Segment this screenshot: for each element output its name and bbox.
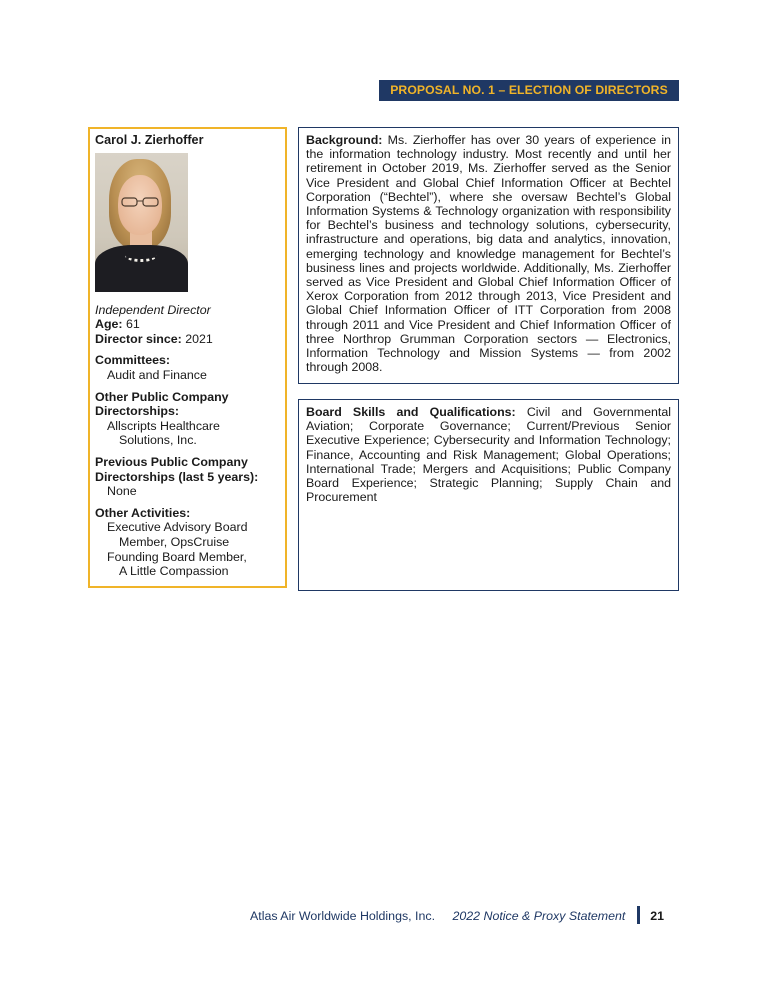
director-profile-card <box>88 127 287 588</box>
director-since-label: Director since: <box>95 331 182 346</box>
background-box <box>298 127 679 384</box>
page-number: 21 <box>650 909 665 923</box>
director-role: Independent Director <box>95 302 211 317</box>
page-footer <box>250 906 664 924</box>
footer-company: Atlas Air Worldwide Holdings, Inc. <box>250 909 436 923</box>
activity-2-line2: A Little Compassion <box>119 564 229 579</box>
activity-1-line2: Member, OpsCruise <box>119 534 230 549</box>
skills-box <box>298 399 679 591</box>
committees-label: Committees: <box>95 353 171 368</box>
committees-value: Audit and Finance <box>107 367 207 382</box>
other-public-value-line2: Solutions, Inc. <box>119 433 197 448</box>
previous-value: None <box>107 484 137 499</box>
glasses-shape <box>120 197 160 207</box>
previous-directorships-section <box>95 455 280 499</box>
activity-1-line1: Executive Advisory Board <box>107 520 248 535</box>
director-name: Carol J. Zierhoffer <box>95 133 204 147</box>
skills-text: Civil and Governmental Aviation; Corporate Governance; Current/Previous Senior Executive Experience; Cybersecurity and Information Technology; Finance, Accounting and Risk Management; Global Operations; International Trade; Mergers and Acquisitions; Public Company Board Experience; Strategic Planning; Supply Chain and Procurement <box>306 405 671 505</box>
director-since-value: 2021 <box>185 331 213 346</box>
previous-label-line2: Directorships (last 5 years): <box>95 469 259 484</box>
other-public-value-line1: Allscripts Healthcare <box>107 418 220 433</box>
other-activities-label: Other Activities: <box>95 505 191 520</box>
background-label: Background: <box>306 133 383 147</box>
committees-section <box>95 353 280 382</box>
footer-document-title: 2022 Notice & Proxy Statement <box>452 909 626 923</box>
director-since-line <box>95 332 280 347</box>
section-banner: PROPOSAL NO. 1 – ELECTION OF DIRECTORS <box>379 80 679 101</box>
previous-label-line1: Previous Public Company <box>95 454 248 469</box>
skills-label: Board Skills and Qualifications: <box>306 405 516 419</box>
other-public-directorships-section <box>95 390 280 448</box>
other-public-label-line2: Directorships: <box>95 404 179 419</box>
age-label: Age: <box>95 317 123 332</box>
other-activities-section <box>95 506 280 579</box>
footer-divider <box>637 906 640 924</box>
background-text: Ms. Zierhoffer has over 30 years of experience in the information technology industry. Most recently and until her retirement in October 2019, Ms. Zierhoffer served as the Senior Vice President and Global Chief Information Officer at Bechtel Corporation (“Bechtel”), where she oversaw Bechtel’s Global Information Systems & Technology organization with responsibility for Bechtel’s business and technology solutions, cybersecurity, infrastructure and operations, big data and analytics, innovation, emerging technology and knowledge management for Bechtel’s business lines and projects worldwide. Additionally, Ms. Zierhoffer served as Vice President and Global Chief Information Officer of Xerox Corporation from 2012 through 2013, Vice President and Global Chief Information Officer of ITT Corporation from 2008 through 2011 and Vice President and Chief Information Officer of three Northrop Grumman Corporation sectors — Electronics, Information Technology and Mission Systems — from 2002 through 2008. <box>306 133 671 375</box>
age-value: 61 <box>126 317 140 332</box>
activity-2-line1: Founding Board Member, <box>107 549 247 564</box>
director-photo <box>95 153 188 292</box>
other-public-label-line1: Other Public Company <box>95 389 229 404</box>
age-line <box>95 317 280 332</box>
